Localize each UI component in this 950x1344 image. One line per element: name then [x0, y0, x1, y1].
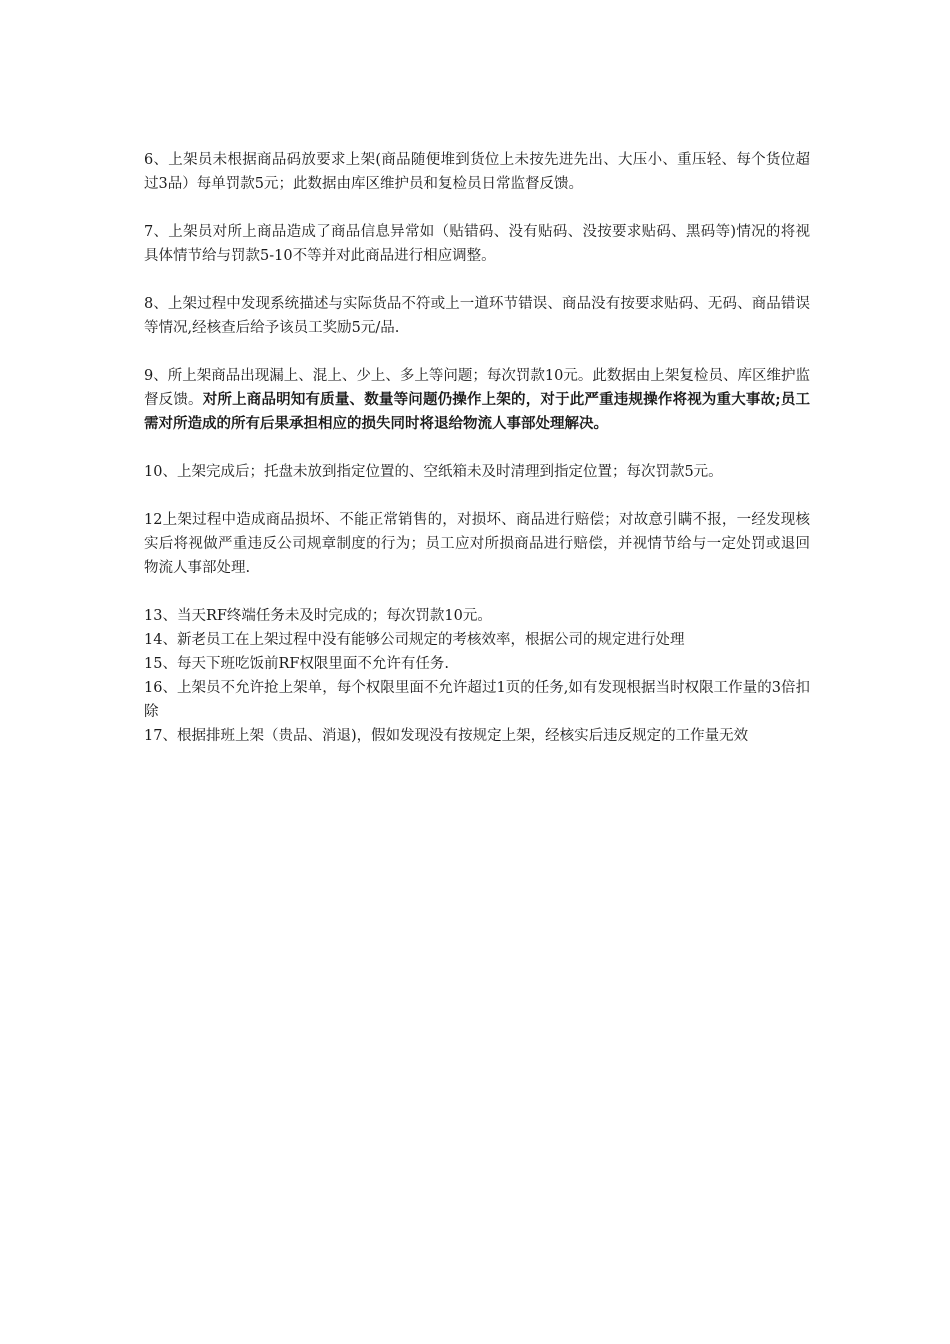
rule-paragraph-9: [144, 364, 810, 436]
rule-paragraph-10: 10、上架完成后；托盘未放到指定位置的、空纸箱未及时清理到指定位置；每次罚款5元。: [144, 464, 723, 480]
rule-paragraph-9-text: 9、所上架商品出现漏上、混上、少上、多上等问题；每次罚款10元。此数据由上架复检员、库区维护监督反馈。: [144, 368, 810, 408]
document-body: [144, 148, 810, 748]
rule-paragraph-9-bold-warning: 对所上商品明知有质量、数量等问题仍操作上架的，对于此严重违规操作将视为重大事故;员工需对所造成的所有后果承担相应的损失同时将退给物流人事部处理解决。: [144, 391, 811, 432]
rule-paragraph-8: 8、上架过程中发现系统描述与实际货品不符或上一道环节错误、商品没有按要求贴码、无码、商品错误等情况,经核查后给予该员工奖励5元/品.: [144, 296, 810, 336]
rule-item-14: 14、新老员工在上架过程中没有能够公司规定的考核效率，根据公司的规定进行处理: [144, 632, 685, 648]
rule-item-16: 16、上架员不允许抢上架单，每个权限里面不允许超过1页的任务,如有发现根据当时权限工作量的3倍扣除: [144, 680, 810, 720]
rule-paragraph-6: 6、上架员未根据商品码放要求上架(商品随便堆到货位上未按先进先出、大压小、重压轻、每个货位超过3品）每单罚款5元；此数据由库区维护员和复检员日常监督反馈。: [144, 152, 810, 192]
rule-item-15: 15、每天下班吃饭前RF权限里面不允许有任务.: [144, 656, 450, 672]
rule-paragraph-12: 12上架过程中造成商品损坏、不能正常销售的，对损坏、商品进行赔偿；对故意引瞒不报，一经发现核实后将视做严重违反公司规章制度的行为；员工应对所损商品进行赔偿，并视情节给与一定处罚或退回物流人事部处理.: [144, 512, 810, 576]
rule-item-17: 17、根据排班上架（贵品、消退)，假如发现没有按规定上架，经核实后违反规定的工作量无效: [144, 728, 749, 744]
rule-item-13: 13、当天RF终端任务未及时完成的；每次罚款10元。: [144, 608, 492, 624]
rule-paragraph-7: 7、上架员对所上商品造成了商品信息异常如（贴错码、没有贴码、没按要求贴码、黑码等)情况的将视具体情节给与罚款5-10不等并对此商品进行相应调整。: [144, 224, 810, 264]
